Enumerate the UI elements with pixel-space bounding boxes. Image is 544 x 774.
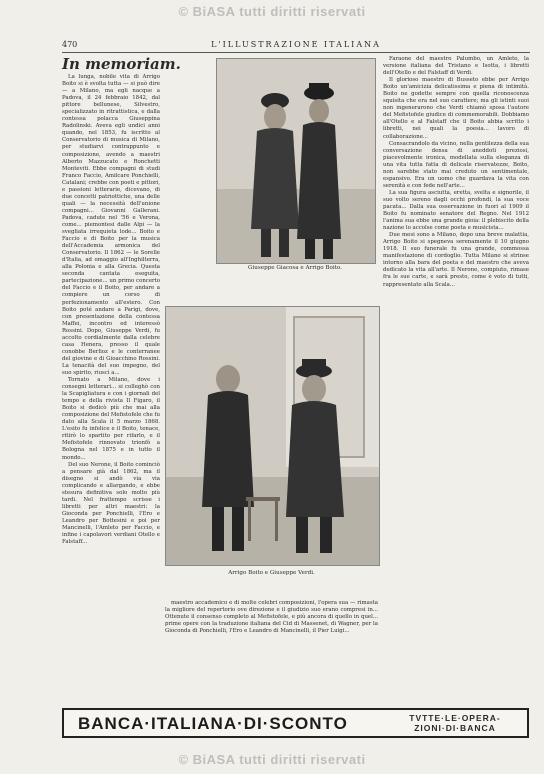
photo1-caption: Giuseppe Giacosa e Arrigo Boito.	[248, 265, 342, 271]
paragraph: La sua figura asciutta, eretta, svelta e signorile, il suo volto sereno dagli occhi profondi, la sua voce pacata... Dalla sua osservazione in fuori al 1909 il Boito fu nominato senatore del Regno. Nel 1912 l'anima sua ebbe una grande gioia: il plebiscito della nazione lo accolse come poeta e musicista...	[383, 189, 529, 232]
column-left	[62, 74, 160, 692]
watermark-top: © BiASA tutti diritti riservati	[178, 4, 366, 19]
paragraph: Il glorioso maestro di Busseto ebbe per Arrigo Boito un'amicizia delicatissima e piena di intimità. Boito ne godette sempre con quella riconoscenza squisita che era nel suo carattere; ma gli istinti suoi non ingenerarono che Verdi chiamò sposa l'autore del Mefistofele giudice di commemorabili. Dobbiamo all'Otello e al Falstaff che il Boito abbia scritto i libretti, nei quali la poesia... lavoro di collaborazione...	[383, 77, 529, 140]
paragraph: Consacrandolo da vicino, nella gentilezza della sua conversazione densa di aneddoti preziosi, piacevolmente ironica, modellata sulla eleganza di una vita tutta fatta di delicate riservatezze, Boito, non sarebbe stato mai creduto un sentimentale, espansivo. Era un uomo che guardava la vita con serenità e con fede nell'arte...	[383, 140, 529, 189]
photo-boito-verdi	[165, 306, 380, 566]
photo-giacosa-boito-image	[217, 59, 375, 263]
paragraph: Faraone del maestro Palumbo, un Amleto, la versione italiana del Tristano e Isotta, i libretti dell'Otello e del Falstaff di Verdi.	[383, 56, 529, 77]
bank-advertisement-banner	[62, 708, 529, 738]
page-header	[62, 40, 530, 53]
photo-giacosa-boito	[216, 58, 376, 264]
photo2-caption: Arrigo Boito e Giuseppe Verdi.	[228, 570, 315, 576]
article-heading: In memoriam.	[62, 55, 181, 73]
paragraph: maestro accademico e di molte celebri composizioni, l'opera sua — rimasta la migliore del repertorio ove direzione e il giudizio suo erano compresi in... Ottenute il consenso completo al Mefistofele, e più ancora di quello in quel... prime opere con la traduzione italiana del Cid di Massenet, di Wagner, per la Gioconda di Ponchielli, l'Ero e Leandro di Mancinelli, il Pier Luigi...	[165, 600, 378, 635]
magazine-title: L'ILLUSTRAZIONE ITALIANA	[211, 40, 381, 49]
paragraph: Del suo Nerone, il Boito cominciò a pensare già dal 1862, ma il disegno si andò via via complicando e allargando, e ebbe stesura definitiva solo molto più tardi. Nel frattempo scrisse i libretti per altri maestri: la Gioconda per Ponchielli, l'Ero e Leandro per Bottesini e poi per Mancinelli, l'Amleto per Faccio, e infine i capolavori verdiani Otello e Falstaff...	[62, 461, 160, 546]
paragraph: Due mesi sono a Milano, dopo una breve malattia, Arrigo Boito si spegneva serenamente il 10 giugno 1918. Il suo funerale fu una grande, commossa manifestazione di cordoglio. Tutta Milano si strinse intorno alla bara del poeta e del maestro che aveva dedicato la vita all'arte. Il Nerone, compiuto, rimase fra le sue carte, e sarà presto, come è voto di tutti, rappresentato alla Scala...	[383, 232, 529, 288]
page-number: 470	[62, 40, 78, 49]
photo-boito-verdi-image	[166, 307, 379, 565]
column-middle-bottom	[165, 600, 378, 696]
paragraph: Tornato a Milano, dove i consegni letterari... si colleghò con la Scapigliatura e con i giornali del tempo e della rivista Il Figaro, il Boito si dedicò più che mai alla composizione del Mefistofele che fu dato alla Scala il 5 marzo 1868. L'esito fu infelice e il Boito, tenace, ritirò lo spartito per rifarlo, e il Mefistofele rinnovato trionfò a Bologna nel 1875 e in tutto il mondo...	[62, 377, 160, 461]
watermark-bottom: © BiASA tutti diritti riservati	[178, 752, 366, 767]
bank-tagline-line-1: TVTTE·LE·OPERA-	[409, 713, 501, 723]
column-right	[383, 56, 529, 696]
bank-name: BANCA·ITALIANA·DI·SCONTO	[78, 714, 348, 733]
paragraph: La lunga, nobile vita di Arrigo Boito si è svolta tutta — si può dire — a Milano, ma egli nacque a Padova, il 24 febbraio 1842, dal pittore bellunese, Silvestro, specializzato in ritrattistica, e dalla contessa polacca Giuseppina Radolinski. Aveva egli undici anni quando, nel 1853, fu iscritto al Conservatorio di musica di Milano, per studiarvi contrappunto e composizione, avendo a maestri Alberto Mazzucato e Ronchetti Monteviti. Ebbe compagni di studi Franco Faccio, Amilcare Ponchielli, Catalani; crebbe con poeti e pittori, e passioni letterarie, dicevano, di due concetti patriottiche, una delle quali — la necessità dell'unione compagni... Giovanni Gallerani. Padova, cadute nel '56 e Verona, come... piemontesi dalle Alpi — la svegliata irrequieta lode... Boito e Faccio e di Boito per la musica dell'Accademia armonica del Conservatorio. Il 1862 — le Sorelle d'Italia, ad omaggio all'Inghilterra, alla Polonia e alla Grecia. Questa seconda cantata eseguita, partecipazione... un primo concerto del Faccio e il Boito, per andare a compiere un corso di perfezionamento all'estero. Con Boito poté andare a Parigi, dove, con presentazione della contessa Maffei, incontro ed interessò Rossini. Dopo, Giuseppe Verdi, fu accolto cordialmente dalla celebre casa Henera, presso il quale conobbe Berlioz e le conterranee del giovine e di Gioacchino Rossini. La tenacità del suo impegno, del suo spirito, riuscì a...	[62, 74, 160, 376]
bank-tagline-line-2: ZIONI·DI·BANCA	[414, 723, 496, 733]
bank-tagline	[395, 713, 515, 733]
